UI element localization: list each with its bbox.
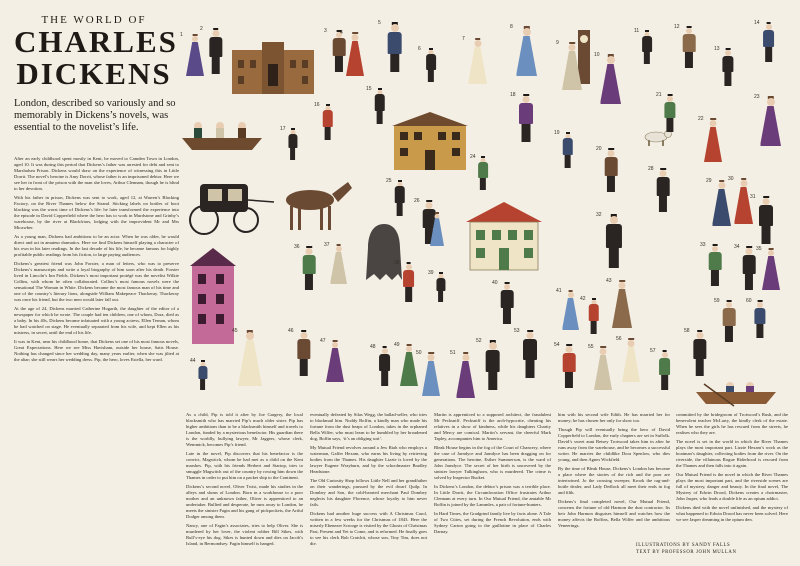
figure-legs	[522, 124, 531, 142]
character-figure	[340, 30, 364, 76]
character-figure	[428, 270, 447, 302]
character-figure	[714, 298, 738, 342]
figure-body	[683, 34, 696, 53]
paragraph: My Mutual Friend revolves around a Jew Riah who employs a waterman, Gaffer Hexam, who earns his living by retrieving bodies from the Thames. His daughter Lizzie is loved by the lawyer Eugene Wrayburn, and by the schoolmaster Bradley Headstone.	[310, 445, 427, 474]
figure-legs	[488, 372, 497, 390]
character-figure	[588, 344, 612, 390]
figure-body	[605, 157, 618, 176]
character-figure	[750, 194, 776, 244]
figure-number: 23	[754, 94, 760, 100]
character-figure	[232, 328, 262, 386]
figure-legs	[405, 287, 413, 302]
figure-number: 8	[510, 24, 513, 30]
figure-legs	[659, 196, 667, 212]
character-figure	[324, 242, 347, 284]
figure-head	[428, 354, 435, 361]
illustrations-credit: ILLUSTRATIONS BY SANDY FALLS	[636, 543, 731, 548]
figure-body	[762, 256, 780, 291]
figure-head	[768, 250, 774, 256]
figure-body	[346, 41, 364, 76]
figure-head	[352, 34, 359, 41]
figure-legs	[666, 118, 673, 132]
paragraph: Bleak House begins in the fog of the Court of Chancery, where the case of Jarndyce and Jarndyce has been dragging on for generations. The heroine, Esther Summerson, is the ward of John Jarndyce. The secret of her birth is uncovered by the sinister lawyer Tulkinghorn, who is murdered. The crime is solved by Inspector Bucket.	[434, 445, 551, 480]
figure-head	[336, 246, 342, 252]
character-figure	[746, 298, 768, 338]
figure-number: 6	[418, 46, 421, 52]
figure-number: 2	[200, 26, 203, 32]
paragraph: After an early childhood spent mostly in Kent, he moved to Camden Town in London, aged 10. It was during this period that Dickens’s father was arrested for debt and sent to Marshalsea Prison. Dickens would draw on the experience of witnessing this in Little Dorrit. The novel’s heroine is Amy Dorrit, whose father is an imprisoned debtor. Here we see her in front of the prison with the man she loves, Arthur Clennam, though he is blind to her devotion.	[14, 156, 179, 191]
character-figure	[556, 40, 582, 90]
figure-body	[743, 255, 756, 274]
character-figure	[656, 92, 678, 132]
figure-body	[209, 37, 222, 57]
paragraph: By the time of Bleak House, Dickens’s London has become a place where the stories of the rich and the poor are intertwined. Jo the crossing sweeper, Krook the rag-and-bottle dealer, and Lady Dedlock all meet their ends in fog and filth.	[558, 466, 670, 495]
figure-body	[734, 187, 753, 224]
figure-number: 21	[656, 92, 662, 98]
figure-head	[767, 98, 775, 106]
figure-number: 39	[428, 270, 434, 276]
paragraph: Martin is apprenticed to a supposed architect, the fraudulent Mr Pecksniff. Pecksniff is the arch-hypocrite, cheating his relatives in a show of kindness, while his daughters Charity and Mercy are comical. Martin’s servant, the cheerful Mark Tapley, accompanies him to America.	[434, 412, 551, 441]
paragraph: Late in the novel, Pip discovers that his benefactor is the convict, Magwitch, whom he had met as a child on the Kent marshes. Pip, with his friends Herbert and Startop, tries to smuggle Magwitch out of the country by rowing him down the Thames in order to put him on a packet ship to the Continent.	[186, 451, 303, 480]
character-figure	[684, 328, 709, 376]
character-figure	[606, 278, 632, 328]
figure-legs	[324, 127, 331, 140]
figure-body	[238, 340, 262, 386]
figure-body	[693, 339, 706, 359]
character-figure	[200, 26, 225, 74]
figure-body	[186, 42, 204, 77]
character-figure	[418, 46, 438, 82]
character-figure	[510, 92, 536, 142]
figure-head	[710, 120, 717, 127]
text-column-4	[434, 412, 551, 557]
figure-legs	[762, 226, 771, 244]
paragraph: It was in Kent, near his childhood home, that Dickens set one of his most famous novels, Great Expectations. Here we see Miss Havisham, outside her house, Satis House. Nothing has changed since her wedding day, many years earlier, when she was jilted at the altar; she still wears her wedding dress. Pip, the hero, loves Estella, her ward.	[14, 339, 179, 362]
figure-body	[456, 361, 475, 398]
figure-head	[474, 40, 481, 47]
figure-number: 56	[616, 336, 622, 342]
figure-number: 52	[476, 338, 482, 344]
figure-head	[607, 56, 615, 64]
character-figure	[594, 52, 621, 104]
figure-body	[659, 358, 671, 376]
figure-number: 22	[698, 116, 704, 122]
figure-body	[333, 38, 346, 57]
figure-body	[523, 339, 537, 361]
figure-body	[400, 352, 418, 387]
title-dickens: DICKENS	[16, 56, 172, 91]
character-figure	[556, 288, 579, 330]
figure-body	[430, 218, 444, 246]
figure-head	[406, 346, 412, 352]
figure-body	[379, 354, 391, 372]
horses-illustration	[274, 176, 354, 236]
paragraph: Though Pip will eventually bring the hero of David Copperfield to London, the early chapters are set in Suffolk. David’s sweet aunt Betsey Trotwood takes him in after he runs away from the warehouse, and he becomes a successful writer. He marries the childlike Dora Spenlow, who dies young, and then Agnes Wickfield.	[558, 427, 670, 462]
figure-number: 26	[414, 198, 420, 204]
figure-body	[657, 177, 670, 196]
figure-legs	[711, 270, 719, 286]
figure-legs	[565, 372, 573, 388]
paragraph: With his father in prison, Dickens was sent to work, aged 12, at Warren’s Blacking Factory, on the River Thames below the Strand. Sticking labels on bottles of boot blacking was the worst time of Dickens’s life: he later transformed the experience into the episode in David Copperfield where the hero has to work in Murdstone and Grinby’s warehouse, by the river at Blackfriars, lodging with the improvident Mr and Mrs Micawber.	[14, 195, 179, 230]
paragraph: Dickens’s greatest friend was John Forster, a man of letters, who was to preserve Dickens’s manuscripts and write a loyal biography of him soon after his death. Forster lived in Lincoln’s Inn Fields. Dickens’s most important protégé was the novelist Wilkie Collins, with whom he often collaborated. Collins’s most famous novels were the sensational The Woman in White. Dickens became the most famous man of his time and one of the country’s literary lions, alongside William Makepeace Thackeray. Thackeray was once his friend, but the two men would later fall out.	[14, 261, 179, 302]
intro-paragraph: London, described so variously and so memorably in Dickens’s novels, was essential to the novelist’s life.	[14, 98, 176, 133]
figure-legs	[299, 359, 308, 376]
figure-number: 58	[684, 328, 690, 334]
figure-body	[326, 348, 344, 383]
figure-number: 47	[320, 338, 326, 344]
figure-legs	[211, 57, 220, 74]
figure-number: 19	[554, 130, 560, 136]
figure-body	[322, 110, 333, 126]
figure-legs	[695, 359, 704, 376]
figure-body	[723, 308, 736, 327]
figure-number: 1	[180, 32, 183, 38]
title-the-world-of: THE WORLD OF	[41, 14, 147, 26]
figure-number: 37	[324, 242, 330, 248]
character-figure	[754, 20, 777, 62]
figure-body	[642, 36, 652, 51]
figure-body	[704, 127, 722, 162]
figure-number: 48	[370, 344, 376, 350]
paragraph: The novel is set in the world in which the River Thames plays the most important part. Lizzie Hexam’s work as the boatman’s daughter, collecting bodies from the river. On the riverside, the villainous Rogue Riderhood is rescued from the Thames and then falls into it again.	[676, 439, 788, 468]
figure-number: 17	[280, 126, 286, 132]
text-column-1	[14, 156, 179, 551]
character-figure	[756, 246, 780, 290]
figure-number: 43	[606, 278, 612, 284]
figure-head	[619, 282, 626, 289]
figure-legs	[200, 379, 206, 390]
figure-number: 57	[650, 348, 656, 354]
text-column-2	[186, 412, 303, 557]
ghost-illustration	[364, 222, 404, 282]
character-figure	[320, 338, 344, 382]
figure-body	[374, 94, 385, 110]
tavern-illustration	[392, 112, 468, 170]
character-figure	[554, 342, 578, 388]
figure-body	[722, 56, 733, 73]
rowing-boat-illustration	[694, 378, 778, 408]
paragraph: In Hard Times, the Gradgrind family live by facts alone. A Tale of Two Cities, set during the French Revolution, ends with Sydney Carton going to the guillotine in place of Charles Darnay.	[434, 511, 551, 534]
figure-body	[303, 255, 316, 274]
paragraph: Our Mutual Friend is the novel in which the River Thames plays the most important part, and the riverside scenes are full of mystery, danger and beauty. In the final novel, The Mystery of Edwin Drood, Dickens creates a choirmaster, John Jasper, who leads a double life as an opium addict.	[676, 472, 788, 501]
figure-number: 10	[594, 52, 600, 58]
character-figure	[450, 350, 475, 398]
figure-number: 42	[580, 296, 586, 302]
text-column-5	[558, 412, 670, 557]
figure-legs	[756, 324, 763, 338]
character-figure	[700, 242, 724, 286]
figure-body	[501, 290, 514, 309]
character-figure	[190, 358, 209, 390]
paragraph: Dickens’s second novel, Oliver Twist, made his studies in the alleys and slums of London. Born in a workhouse to a poor mother and an unknown father, Oliver is apprenticed to an undertaker. Bullied and desperate, he runs away to London, he meets the sinister Fagin and his gang of pickpockets, the Artful Dodger among them.	[186, 484, 303, 519]
character-figure	[280, 126, 299, 160]
text-column-3	[310, 412, 427, 557]
paragraph: Dickens had another huge success with A Christmas Carol, written in a few weeks for the Christmas of 1843. Here the miserly Ebenezer Scrooge is visited by the Ghosts of Christmas Past, Present and Yet to Come, and is reformed. He finally goes to see his clerk Bob Cratchit, whose son, Tiny Tim, does not die.	[310, 511, 427, 546]
character-figure	[294, 244, 318, 290]
title-charles: CHARLES	[14, 24, 178, 59]
figure-body	[588, 304, 599, 320]
figure-number: 44	[190, 358, 196, 364]
figure-number: 29	[706, 178, 712, 184]
credits	[636, 542, 786, 556]
figure-legs	[590, 321, 597, 334]
figure-body	[485, 350, 500, 372]
figure-legs	[685, 52, 693, 68]
figure-number: 18	[510, 92, 516, 98]
figure-body	[563, 353, 576, 372]
character-figure	[674, 24, 698, 68]
figure-body	[622, 347, 640, 382]
figure-head	[740, 180, 747, 187]
figure-legs	[745, 274, 753, 290]
character-figure	[554, 130, 575, 168]
figure-legs	[305, 274, 313, 290]
character-figure	[394, 260, 417, 302]
figure-head	[435, 214, 440, 219]
figure-body	[436, 278, 445, 291]
character-figure	[314, 102, 335, 140]
character-figure	[728, 176, 753, 224]
figure-legs	[376, 111, 383, 124]
paragraph: As a child, Pip is told it after by Joe Gargery, the local blacksmith who has married Pip’s much older sister. Pip has higher ambitions than to be a blacksmith himself and travels to London, funded by a mysterious benefactor. His guardian there is the worldly, bullying lawyer, Mr Jaggers, whose clerk, Wemmick, becomes Pip’s friend.	[186, 412, 303, 447]
paragraph: eventually defeated by Silas Wegg, the ballad-seller, who tries to blackmail him. Noddy Boffin, a kindly man who made his fortune from the dust heaps of London, takes in the orphaned Bella Wilfer, who must learn to be humbled by her broadened dog, Boffin says, ‘it’s an obliging sort’.	[310, 412, 427, 441]
figure-number: 38	[394, 260, 400, 266]
character-figure	[424, 210, 444, 246]
figure-number: 7	[462, 36, 465, 42]
figure-legs	[503, 308, 511, 324]
figure-legs	[428, 70, 434, 82]
figure-legs	[724, 72, 731, 86]
character-figure	[616, 336, 640, 382]
figure-legs	[396, 203, 403, 216]
figure-number: 28	[648, 166, 654, 172]
figure-body	[594, 355, 612, 390]
figure-body	[394, 186, 405, 202]
figure-number: 53	[514, 328, 520, 334]
figure-number: 20	[596, 146, 602, 152]
figure-body	[763, 30, 775, 48]
character-figure	[596, 146, 620, 192]
figure-number: 54	[554, 342, 560, 348]
figure-body	[468, 47, 487, 84]
figure-number: 5	[378, 20, 381, 26]
figure-body	[759, 205, 773, 227]
character-figure	[754, 94, 781, 146]
figure-body	[605, 224, 621, 248]
figure-number: 50	[416, 350, 422, 356]
figure-legs	[335, 56, 343, 72]
figure-number: 11	[634, 28, 640, 34]
row-boat-top-illustration	[180, 118, 264, 152]
figure-head	[462, 354, 469, 361]
figure-body	[198, 366, 207, 379]
figure-body	[422, 361, 440, 396]
figure-legs	[608, 248, 618, 268]
figure-number: 46	[288, 328, 294, 334]
figure-legs	[564, 155, 571, 168]
character-figure	[492, 280, 516, 324]
figure-legs	[390, 54, 399, 72]
character-figure	[462, 36, 487, 84]
character-figure	[514, 328, 540, 378]
character-figure	[180, 32, 204, 76]
figure-body	[709, 252, 722, 271]
figure-number: 59	[714, 298, 720, 304]
figure-number: 9	[556, 40, 559, 46]
red-roof-house-illustration	[462, 200, 546, 272]
figure-body	[519, 103, 533, 125]
paragraph: Nancy, one of Fagin’s associates, tries to help Oliver. She is murdered by her lover, the violent robber Bill Sikes, with Bull’s-eye his dog. Sikes is hunted down and dies on Jacob’s Island, in Bermondsey. Fagin himself is hanged.	[186, 523, 303, 546]
figure-legs	[765, 47, 773, 62]
figure-head	[332, 342, 338, 348]
figure-body	[478, 162, 488, 177]
figure-number: 33	[700, 242, 706, 248]
figure-legs	[644, 52, 650, 64]
figure-number: 36	[294, 244, 300, 250]
character-figure	[714, 46, 736, 86]
character-figure	[510, 24, 537, 76]
text-column-6	[676, 412, 788, 534]
figure-number: 40	[492, 280, 498, 286]
character-figure	[580, 296, 601, 334]
figure-number: 30	[728, 176, 734, 182]
figure-body	[754, 308, 765, 325]
figure-legs	[661, 375, 669, 390]
character-figure	[470, 154, 490, 190]
figure-head	[569, 44, 576, 51]
paragraph: committed by the bridegroom of Trotwood’s Rush, and the benevolent teacher McLarty, the kindly clerk of the estate. When he sees the girls he has rescued from the streets, he realises who they are.	[676, 412, 788, 435]
figure-body	[664, 102, 675, 119]
figure-number: 51	[450, 350, 456, 356]
paragraph: him with his second wife Edith. He has married her for money; he has chosen her only for show too.	[558, 412, 670, 423]
figure-number: 55	[588, 344, 594, 350]
figure-body	[562, 298, 579, 331]
figure-number: 41	[556, 288, 562, 294]
figure-head	[628, 340, 635, 347]
figure-head	[523, 28, 531, 36]
figure-number: 60	[746, 298, 752, 304]
figure-body	[288, 134, 297, 148]
character-figure	[634, 28, 654, 64]
character-figure	[370, 344, 393, 386]
figure-number: 27	[424, 210, 430, 216]
character-figure	[476, 338, 503, 390]
figure-number: 35	[756, 246, 762, 252]
figure-body	[387, 32, 402, 54]
text-credit: TEXT BY PROFESSOR JOHN MULLAN	[636, 550, 737, 555]
figure-number: 12	[674, 24, 680, 30]
character-figure	[650, 348, 673, 390]
figure-number: 31	[750, 194, 756, 200]
title-block	[14, 14, 178, 91]
figure-number: 16	[314, 102, 320, 108]
figure-head	[718, 182, 725, 189]
figure-body	[600, 64, 621, 104]
paragraph: In Dickens’s London, the debtor’s prison was a terrible place. In Little Dorrit, the Circumlocution Office frustrates Arthur Clennam at every turn. In Our Mutual Friend, the amiable Mr Boffin is joined by the Lammles, a pair of fortune-hunters.	[434, 484, 551, 507]
figure-body	[612, 289, 632, 328]
figure-body	[562, 51, 582, 90]
figure-body	[516, 36, 537, 76]
figure-head	[192, 36, 198, 42]
figure-legs	[290, 148, 296, 160]
character-figure	[734, 244, 758, 290]
paragraph: The Old Curiosity Shop follows Little Nell and her grandfather on their wanderings, pursued by the evil dwarf Quilp. In Dombey and Son, the cold-hearted merchant Paul Dombey neglects his daughter Florence, whose loyalty to him never fails.	[310, 478, 427, 507]
paragraph: Dickens died with the novel unfinished, and the mystery of what happened to Edwin Drood has never been solved. Here we see Jasper dreaming in the opium den.	[676, 505, 788, 522]
prison-wall-illustration	[232, 42, 314, 94]
figure-number: 13	[714, 46, 720, 52]
character-figure	[648, 166, 672, 212]
figure-legs	[381, 371, 389, 386]
figure-body	[712, 189, 731, 226]
figure-legs	[480, 178, 486, 190]
figure-number: 49	[394, 342, 400, 348]
figure-number: 34	[734, 244, 740, 250]
paragraph: At the age of 24, Dickens married Catherine Hogarth, the daughter of the editor of a newspaper for which he wrote. The couple had ten children, one of whom, Dora, died as a baby. In his 40s, Dickens became infatuated with a young actress, Ellen Ternan, whom he had watched on stage. He eventually separated from his wife, and kept Ellen as his mistress, in secret, until the end of his life.	[14, 306, 179, 335]
character-figure	[366, 86, 387, 124]
character-figure	[288, 328, 313, 376]
figure-head	[568, 292, 574, 298]
character-figure	[386, 178, 407, 216]
figure-number: 15	[366, 86, 372, 92]
paragraph: As a young man, Dickens had ambitions to be an actor. When he was older, he would direct and act in amateur dramatics. Here we find Dickens himself playing a character of his own in his later readings. In the last decade of his life, he became famous for highly profitable public readings from his fiction, to large paying audiences.	[14, 234, 179, 257]
figure-head	[246, 332, 254, 340]
character-figure	[378, 20, 405, 72]
figure-body	[562, 138, 573, 154]
character-figure	[416, 350, 440, 396]
figure-number: 24	[470, 154, 476, 160]
figure-number: 45	[232, 328, 238, 334]
figure-legs	[526, 360, 535, 378]
figure-number: 14	[754, 20, 760, 26]
figure-legs	[725, 326, 733, 342]
figure-body	[426, 54, 436, 69]
figure-body	[330, 252, 347, 285]
figure-body	[760, 106, 781, 146]
figure-number: 3	[324, 28, 327, 34]
carriage-illustration	[186, 176, 274, 236]
paragraph: Dickens’s final completed novel, Our Mutual Friend, concerns the fortune of old Harmon the dust contractor. Its heir John Harmon disguises himself and watches how the money affects the Boffins, Bella Wilfer and the ambitious Veneerings.	[558, 499, 670, 528]
figure-legs	[607, 176, 615, 192]
figure-body	[297, 339, 310, 359]
character-figure	[698, 116, 722, 162]
character-figure	[596, 212, 625, 268]
figure-body	[403, 270, 415, 288]
figure-number: 25	[386, 178, 392, 184]
figure-head	[600, 348, 607, 355]
character-figure	[706, 178, 731, 226]
figure-number: 32	[596, 212, 602, 218]
figure-number: 4	[340, 30, 343, 36]
figure-legs	[438, 291, 444, 302]
